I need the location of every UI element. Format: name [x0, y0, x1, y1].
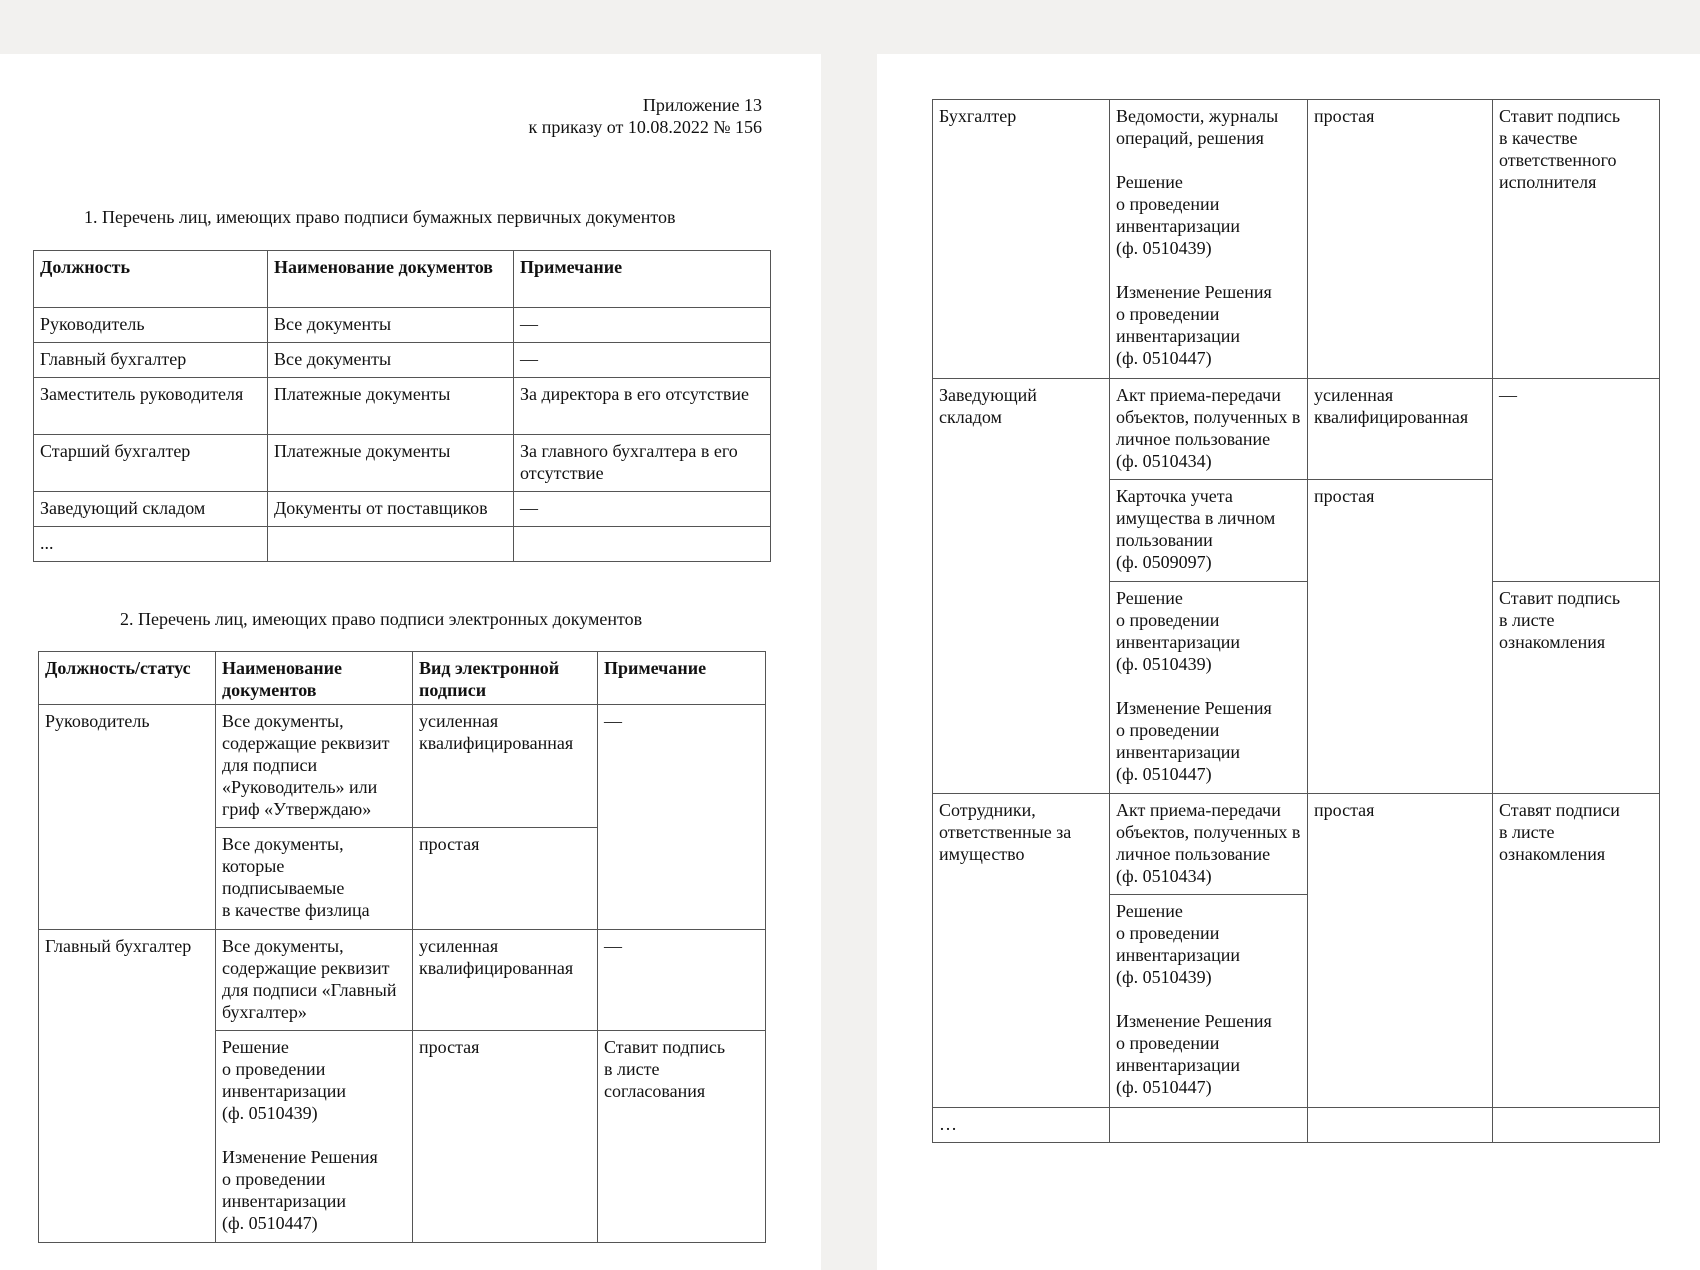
- table-header-row: [34, 251, 771, 308]
- table-row: [34, 343, 771, 378]
- table-cell: Заведующий складом: [933, 379, 1110, 794]
- table-row: [933, 100, 1660, 379]
- order-reference: к приказу от 10.08.2022 № 156: [528, 117, 762, 137]
- table-row: [39, 930, 766, 1031]
- table-cell: Ведомости, журналы операций, решения Решение о проведении инвентаризации (ф. 0510439) Изменение Решения о проведении инвентаризации (ф. 0510447): [1110, 100, 1308, 379]
- table-cell: Ставит подпись в качестве ответственного исполнителя: [1493, 100, 1660, 379]
- table-row: [39, 705, 766, 828]
- table-cell: Акт приема-передачи объектов, полученных в личное пользование (ф. 0510434): [1110, 379, 1308, 480]
- table-cell: Платежные документы: [268, 378, 514, 435]
- table-cell: Карточка учета имущества в личном пользовании (ф. 0509097): [1110, 480, 1308, 582]
- electronic-signers-table: [38, 651, 766, 1243]
- table-cell: простая: [1308, 100, 1493, 379]
- table-cell: Руководитель: [39, 705, 216, 930]
- table-cell: Платежные документы: [268, 435, 514, 492]
- table-cell: Все документы, содержащие реквизит для подписи «Главный бухгалтер»: [216, 930, 413, 1031]
- table-cell: [268, 527, 514, 562]
- table-cell: простая: [1308, 794, 1493, 1108]
- column-header: Наименование документов: [216, 652, 413, 705]
- table-cell: простая: [1308, 480, 1493, 794]
- table-cell: Решение о проведении инвентаризации (ф. 0510439) Изменение Решения о проведении инвентаризации (ф. 0510447): [1110, 895, 1308, 1108]
- table-cell: усиленная квалифицированная: [413, 705, 598, 828]
- table-cell: Акт приема-передачи объектов, полученных в личное пользование (ф. 0510434): [1110, 794, 1308, 895]
- table-cell: Все документы: [268, 308, 514, 343]
- table-cell: простая: [413, 1031, 598, 1243]
- table-cell: Сотрудники, ответственные за имущество: [933, 794, 1110, 1108]
- table-cell: [1110, 1108, 1308, 1143]
- table-cell: Ставит подпись в листе ознакомления: [1493, 582, 1660, 794]
- table-cell: За главного бухгалтера в его отсутствие: [514, 435, 771, 492]
- document-page-left: [0, 54, 821, 1270]
- table-cell: Заместитель руководителя: [34, 378, 268, 435]
- appendix-header: [528, 94, 762, 138]
- column-header: Примечание: [598, 652, 766, 705]
- electronic-signers-table-continued: [932, 99, 1660, 1143]
- table-cell: Бухгалтер: [933, 100, 1110, 379]
- table-cell: [1493, 1108, 1660, 1143]
- table-cell: Все документы, которые подписываемые в качестве физлица: [216, 828, 413, 930]
- column-header: Наименование документов: [268, 251, 514, 308]
- column-header: Примечание: [514, 251, 771, 308]
- table-cell: ...: [34, 527, 268, 562]
- table-row: [34, 527, 771, 562]
- table-cell: —: [598, 705, 766, 930]
- table-cell: —: [514, 492, 771, 527]
- appendix-number: Приложение 13: [642, 95, 762, 115]
- table-cell: Ставит подпись в листе согласования: [598, 1031, 766, 1243]
- table-row: [34, 378, 771, 435]
- table-cell: Ставят подписи в листе ознакомления: [1493, 794, 1660, 1108]
- table-row: [933, 379, 1660, 480]
- column-header: Должность/статус: [39, 652, 216, 705]
- table-cell: Руководитель: [34, 308, 268, 343]
- document-page-right: [877, 54, 1700, 1270]
- table-cell: —: [598, 930, 766, 1031]
- section-1-title: 1. Перечень лиц, имеющих право подписи бумажных первичных документов: [84, 207, 676, 227]
- table-cell: Заведующий складом: [34, 492, 268, 527]
- table-cell: Все документы, содержащие реквизит для подписи «Руководитель» или гриф «Утверждаю»: [216, 705, 413, 828]
- table-cell: —: [1493, 379, 1660, 582]
- table-cell: простая: [413, 828, 598, 930]
- table-cell: —: [514, 343, 771, 378]
- table-row: [34, 308, 771, 343]
- column-header: Должность: [34, 251, 268, 308]
- table-row: [933, 794, 1660, 895]
- paper-signers-table: [33, 250, 771, 562]
- table-row: [933, 1108, 1660, 1143]
- table-cell: Все документы: [268, 343, 514, 378]
- table-header-row: [39, 652, 766, 705]
- table-cell: [1308, 1108, 1493, 1143]
- table-cell: Старший бухгалтер: [34, 435, 268, 492]
- table-cell: Решение о проведении инвентаризации (ф. 0510439) Изменение Решения о проведении инвентаризации (ф. 0510447): [216, 1031, 413, 1243]
- table-cell: [514, 527, 771, 562]
- table-cell: Главный бухгалтер: [39, 930, 216, 1243]
- table-cell: Главный бухгалтер: [34, 343, 268, 378]
- column-header: Вид электронной подписи: [413, 652, 598, 705]
- section-2-title: 2. Перечень лиц, имеющих право подписи электронных документов: [120, 609, 643, 629]
- table-cell: усиленная квалифицированная: [1308, 379, 1493, 480]
- table-cell: усиленная квалифицированная: [413, 930, 598, 1031]
- table-cell: Документы от поставщиков: [268, 492, 514, 527]
- table-cell: —: [514, 308, 771, 343]
- table-cell: …: [933, 1108, 1110, 1143]
- table-row: [34, 435, 771, 492]
- table-cell: За директора в его отсутствие: [514, 378, 771, 435]
- table-cell: Решение о проведении инвентаризации (ф. 0510439) Изменение Решения о проведении инвентаризации (ф. 0510447): [1110, 582, 1308, 794]
- table-row: [34, 492, 771, 527]
